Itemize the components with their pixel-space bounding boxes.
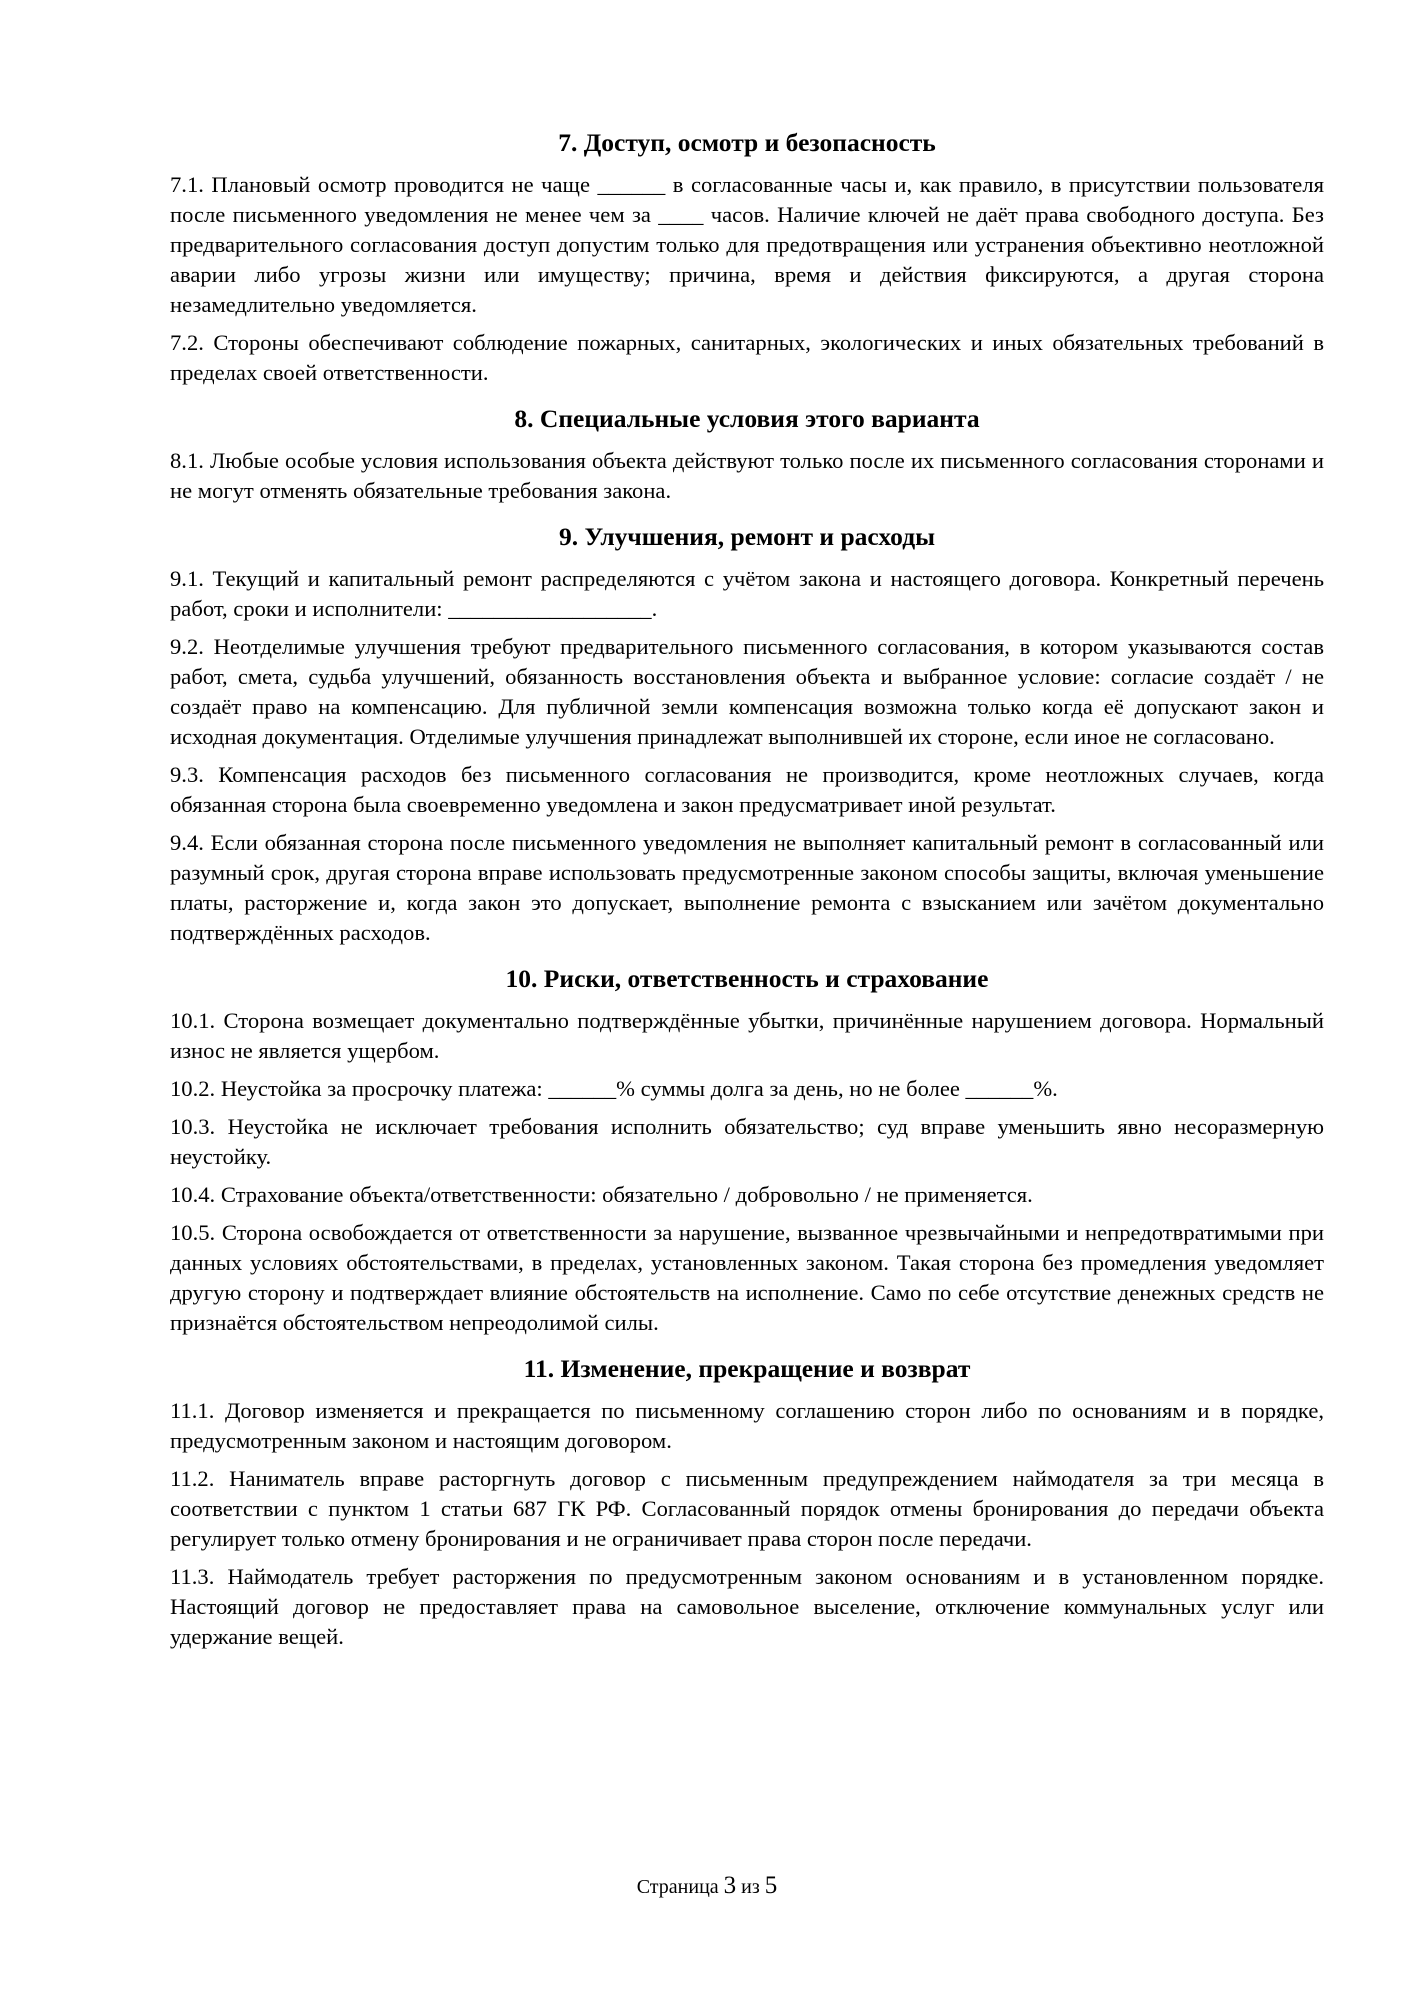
section-title: 10. Риски, ответственность и страхование (505, 964, 989, 993)
paragraph-10-1: 10.1. Сторона возмещает документально подтверждённые убытки, причинённые нарушением договора. Нормальный износ не является ущербом. (170, 1008, 1324, 1063)
page-word: Страница (636, 1876, 719, 1898)
section-title: 11. Изменение, прекращение и возврат (523, 1354, 971, 1383)
paragraph-10-5: 10.5. Сторона освобождается от ответственности за нарушение, вызванное чрезвычайными и непредотвратимыми при данных условиях обстоятельствами, в пределах, установленных законом. Такая сторона без промедления уведомляет другую сторону и подтверждает влияние обстоятельств на исполнение. Само по себе отсутствие денежных средств не признаётся обстоятельством непреодолимой силы. (170, 1220, 1324, 1335)
section-10 (170, 964, 1324, 1338)
paragraph-10-2: 10.2. Неустойка за просрочку платежа: ______% суммы долга за день, но не более ______%. (170, 1076, 1058, 1101)
paragraph-9-2: 9.2. Неотделимые улучшения требуют предварительного письменного согласования, в котором указываются состав работ, смета, судьба улучшений, обязанность восстановления объекта и выбранное условие: согласие создаёт / не создаёт право на компенсацию. Для публичной земли компенсация возможна только когда её допускают закон и исходная документация. Отделимые улучшения принадлежат выполнившей их стороне, если иное не согласовано. (170, 634, 1324, 749)
section-11 (170, 1354, 1324, 1652)
paragraph-11-3: 11.3. Наймодатель требует расторжения по предусмотренным законом основаниям и в установленном порядке. Настоящий договор не предоставляет права на самовольное выселение, отключение коммунальных услуг или удержание вещей. (170, 1564, 1324, 1649)
document-body (170, 128, 1324, 1660)
page-total-number: 5 (764, 1872, 778, 1899)
paragraph-11-2: 11.2. Наниматель вправе расторгнуть договор с письменным предупреждением наймодателя за три месяца в соответствии с пунктом 1 статьи 687 ГК РФ. Согласованный порядок отмены бронирования до передачи объекта регулирует только отмену бронирования и не ограничивает права сторон после передачи. (170, 1466, 1324, 1551)
paragraph-11-1: 11.1. Договор изменяется и прекращается по письменному соглашению сторон либо по основаниям и в порядке, предусмотренным законом и настоящим договором. (170, 1398, 1324, 1453)
section-title: 9. Улучшения, ремонт и расходы (558, 522, 935, 551)
section-title: 7. Доступ, осмотр и безопасность (558, 128, 936, 157)
section-8 (170, 404, 1324, 506)
paragraph-9-3: 9.3. Компенсация расходов без письменного согласования не производится, кроме неотложных случаев, когда обязанная сторона была своевременно уведомлена и закон предусматривает иной результат. (170, 762, 1324, 817)
section-7 (170, 128, 1324, 388)
paragraph-8-1: 8.1. Любые особые условия использования объекта действуют только после их письменного согласования сторонами и не могут отменять обязательные требования закона. (170, 448, 1324, 503)
paragraph-10-3: 10.3. Неустойка не исключает требования исполнить обязательство; суд вправе уменьшить явно несоразмерную неустойку. (170, 1114, 1324, 1169)
section-9 (170, 522, 1324, 948)
of-word: из (741, 1876, 760, 1898)
section-title: 8. Специальные условия этого варианта (514, 404, 980, 433)
page-footer (0, 1872, 1414, 1901)
paragraph-9-4: 9.4. Если обязанная сторона после письменного уведомления не выполняет капитальный ремонт в согласованный или разумный срок, другая сторона вправе использовать предусмотренные законом способы защиты, включая уменьшение платы, расторжение и, когда закон это допускает, выполнение ремонта с взысканием или зачётом документально подтверждённых расходов. (170, 830, 1324, 945)
paragraph-7-1: 7.1. Плановый осмотр проводится не чаще ______ в согласованные часы и, как правило, в присутствии пользователя после письменного уведомления не менее чем за ____ часов. Наличие ключей не даёт права свободного доступа. Без предварительного согласования доступ допустим только для предотвращения или устранения объективно неотложной аварии либо угрозы жизни или имуществу; причина, время и действия фиксируются, а другая сторона незамедлительно уведомляется. (170, 172, 1324, 317)
paragraph-10-4: 10.4. Страхование объекта/ответственности: обязательно / добровольно / не применяется. (170, 1182, 1033, 1207)
paragraph-7-2: 7.2. Стороны обеспечивают соблюдение пожарных, санитарных, экологических и иных обязательных требований в пределах своей ответственности. (170, 330, 1324, 385)
page-current-number: 3 (723, 1872, 737, 1899)
paragraph-9-1: 9.1. Текущий и капитальный ремонт распределяются с учётом закона и настоящего договора. Конкретный перечень работ, сроки и исполнители: __________________. (170, 566, 1324, 621)
